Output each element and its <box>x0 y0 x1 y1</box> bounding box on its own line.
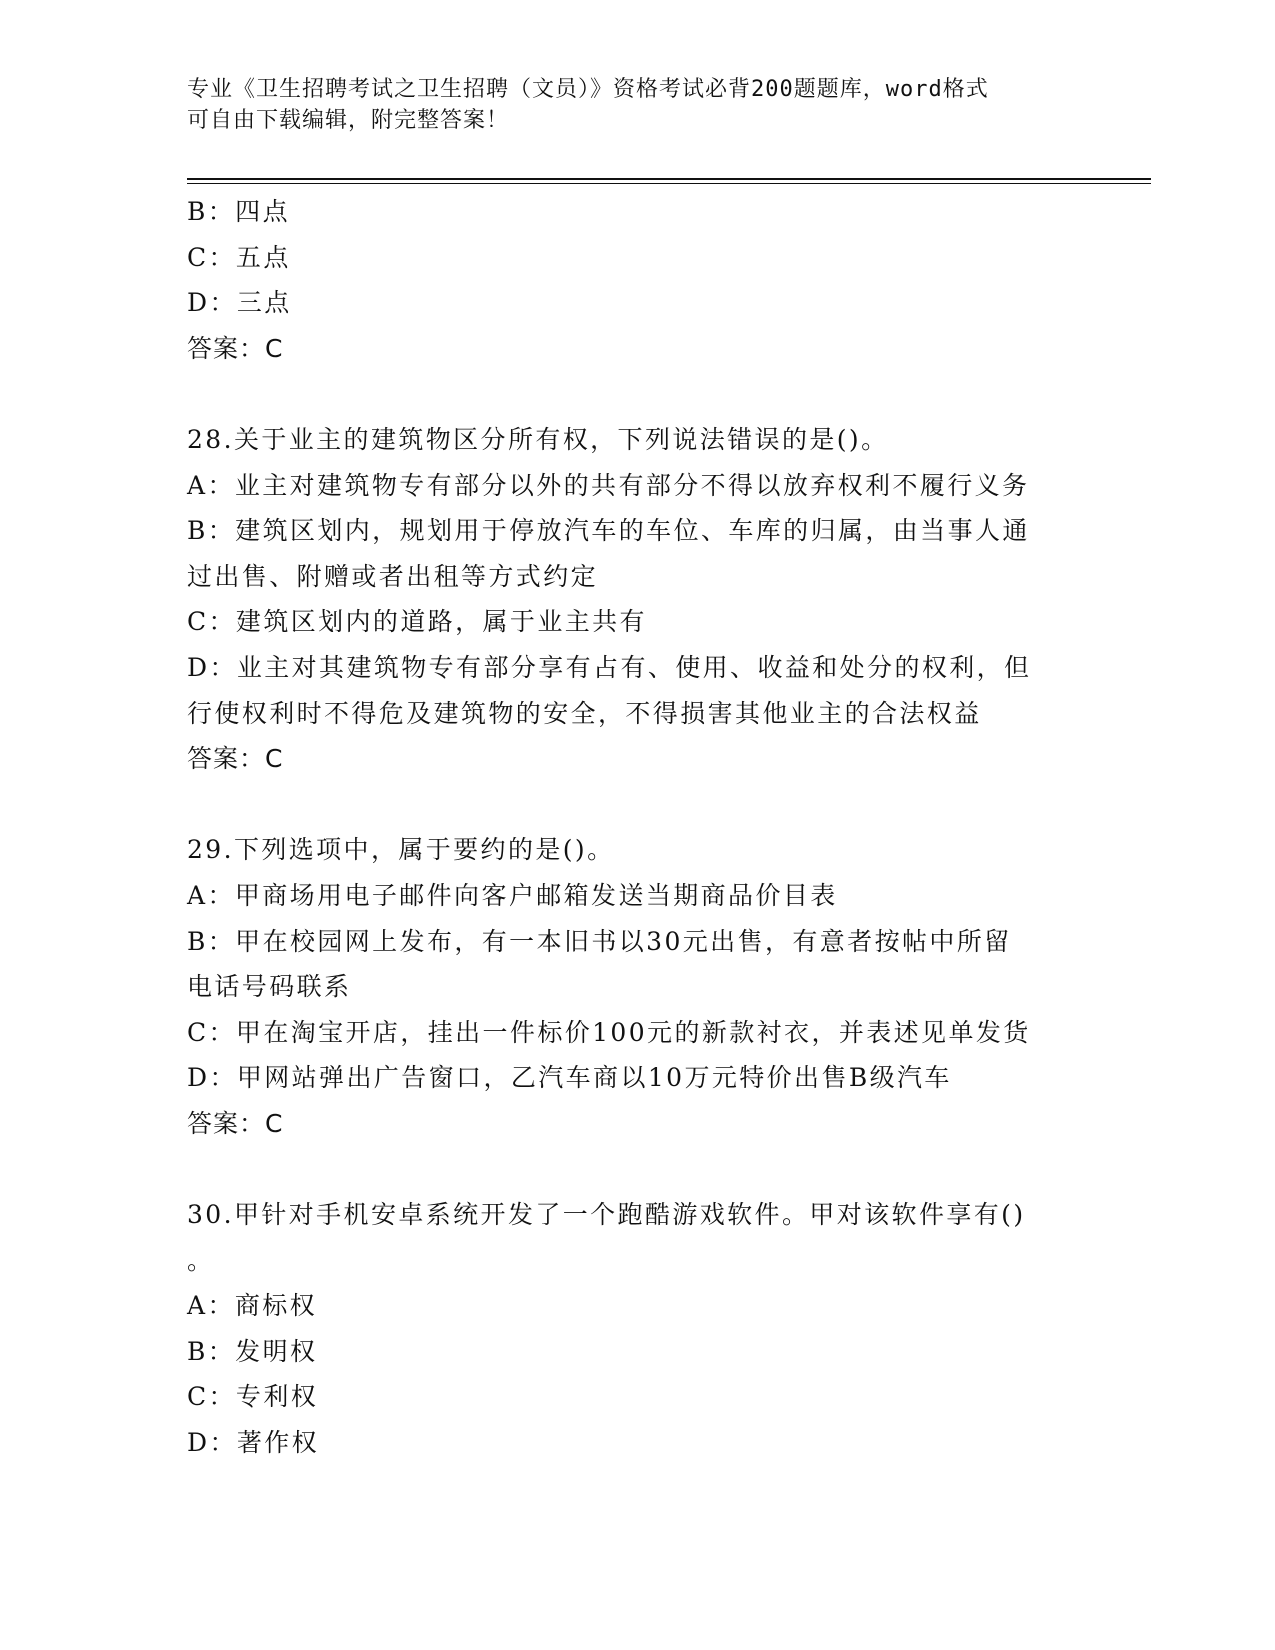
question-text: 28.关于业主的建筑物区分所有权，下列说法错误的是()。 <box>187 424 889 454</box>
option-b-continued: 电话号码联系 <box>187 972 352 1002</box>
option-d: D：甲网站弹出广告窗口，乙汽车商以10万元特价出售B级汽车 <box>187 1063 952 1093</box>
spacer <box>187 1146 1067 1192</box>
question-30 <box>187 1192 1067 1466</box>
option-d-continued: 行使权利时不得危及建筑物的安全，不得损害其他业主的合法权益 <box>187 698 982 728</box>
option-b-continued: 过出售、附赠或者出租等方式约定 <box>187 561 599 591</box>
option-a: A：业主对建筑物专有部分以外的共有部分不得以放弃权利不履行义务 <box>187 470 1030 500</box>
answer: 答案：C <box>187 744 284 774</box>
option-a: A：商标权 <box>187 1291 318 1321</box>
option-c: C：建筑区划内的道路，属于业主共有 <box>187 607 647 637</box>
header-line-1: 专业《卫生招聘考试之卫生招聘（文员）》资格考试必背200题题库，word格式 <box>187 77 989 102</box>
question-28 <box>187 417 1067 782</box>
header-divider-thick <box>187 178 1151 180</box>
answer: 答案：C <box>187 1108 284 1138</box>
document-header <box>187 74 1067 136</box>
option-d: D：三点 <box>187 288 292 318</box>
option-b: B：甲在校园网上发布，有一本旧书以30元出售，有意者按帖中所留 <box>187 926 1012 956</box>
header-divider-thin <box>187 183 1151 184</box>
option-c: C：五点 <box>187 242 291 272</box>
option-b: B：四点 <box>187 197 290 226</box>
answer: 答案：C <box>187 333 284 363</box>
question-text: 30.甲针对手机安卓系统开发了一个跑酷游戏软件。甲对该软件享有() <box>187 1200 1026 1230</box>
option-c: C：专利权 <box>187 1382 319 1412</box>
option-a: A：甲商场用电子邮件向客户邮箱发送当期商品价目表 <box>187 880 838 910</box>
question-text: 29.下列选项中，属于要约的是()。 <box>187 835 615 865</box>
question-content <box>187 189 1067 1466</box>
option-b: B：发明权 <box>187 1336 318 1366</box>
spacer <box>187 371 1067 417</box>
spacer <box>187 782 1067 828</box>
option-d: D：业主对其建筑物专有部分享有占有、使用、收益和处分的权利，但 <box>187 652 1032 682</box>
header-line-2: 可自由下载编辑，附完整答案！ <box>187 108 510 133</box>
option-d: D：著作权 <box>187 1428 320 1458</box>
option-c: C：甲在淘宝开店，挂出一件标价100元的新款衬衣，并表述见单发货 <box>187 1017 1031 1047</box>
option-b: B：建筑区划内，规划用于停放汽车的车位、车库的归属，由当事人通 <box>187 516 1030 546</box>
question-29 <box>187 827 1067 1146</box>
question-text-continued: 。 <box>187 1245 215 1275</box>
question-27-continued <box>187 189 1067 371</box>
